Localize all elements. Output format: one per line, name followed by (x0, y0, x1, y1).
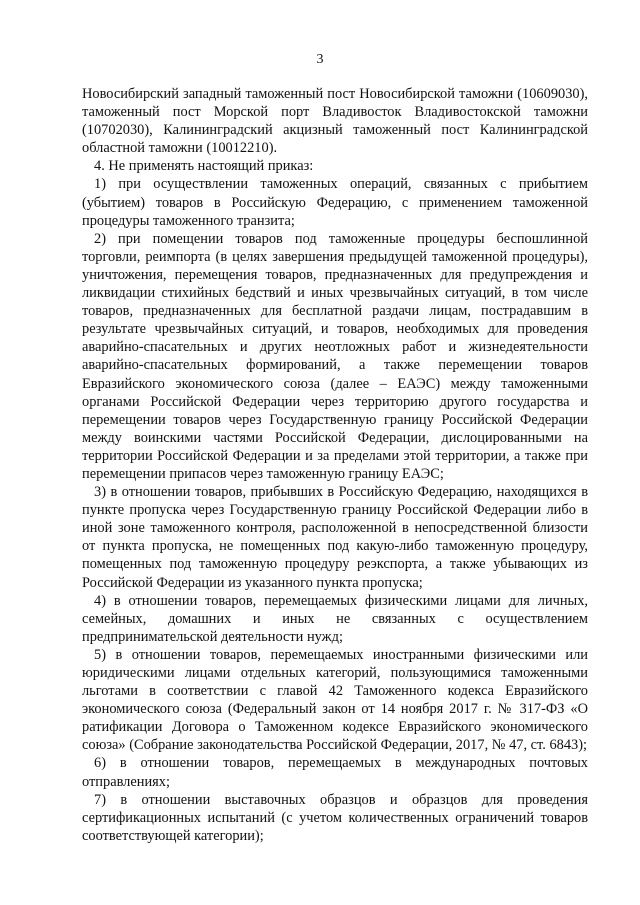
paragraph-item-4: 4. Не применять настоящий приказ: (94, 158, 314, 175)
document-body (82, 85, 588, 845)
paragraph-subitem-7: 7) в отношении выставочных образцов и образцов для проведения сертификационных испытаний (с учетом количественных ограничений товаров соответствующей категории); (82, 791, 588, 844)
page-number: 3 (316, 52, 324, 67)
paragraph-subitem-5: 5) в отношении товаров, перемещаемых иностранными физическими или юридическими лицами отдельных категорий, пользующимися таможенными льготами в соответствии с главой 42 Таможенного кодекса Евразийского экономического союза (Федеральный закон от 14 ноября 2017 г. № 317-ФЗ «О ратификации Договора о Таможенном кодексе Евразийского экономического союза» (Собрание законодательства Российской Федерации, 2017, № 47, ст. 6843); (82, 646, 588, 754)
paragraph-subitem-6: 6) в отношении товаров, перемещаемых в международных почтовых отправлениях; (82, 755, 588, 790)
paragraph-subitem-1: 1) при осуществлении таможенных операций, связанных с прибытием (убытием) товаров в Российскую Федерацию, с применением таможенной процедуры таможенного транзита; (82, 176, 588, 229)
paragraph-subitem-3: 3) в отношении товаров, прибывших в Российскую Федерацию, находящихся в пункте пропуска через Государственную границу Российской Федерации либо в иной зоне таможенного контроля, расположенной в непосредственной близости от пункта пропуска, не помещенных под какую-либо таможенную процедуру, помещенных под таможенную процедуру реэкспорта, а также убывающих из Российской Федерации из указанного пункта пропуска; (82, 484, 588, 591)
paragraph-subitem-4: 4) в отношении товаров, перемещаемых физическими лицами для личных, семейных, домашних и иных не связанных с осуществлением предпринимательской деятельности нужд; (82, 592, 588, 645)
paragraph-customs-posts: Новосибирский западный таможенный пост Новосибирской таможни (10609030), таможенный пост Морской порт Владивосток Владивостокской таможни (10702030), Калининградский акцизный таможенный пост Калининградской областной таможни (10012210). (82, 86, 588, 157)
paragraph-subitem-2: 2) при помещении товаров под таможенные процедуры беспошлинной торговли, реимпорта (в целях завершения предыдущей таможенной процедуры), уничтожения, перемещения товаров, предназначенных для предупреждения и ликвидации стихийных бедствий и иных чрезвычайных ситуаций, в том числе товаров, предназначенных для бесплатной раздачи лицам, пострадавшим в результате чрезвычайных ситуаций, и товаров, необходимых для проведения аварийно-спасательных и других неотложных работ и жизнедеятельности аварийно-спасательных формирований, а также перемещении товаров Евразийского экономического союза (далее – ЕАЭС) между таможенными органами Российской Федерации через территорию другого государства и перемещении товаров через Государственную границу Российской Федерации между воинскими частями Российской Федерации, дислоцированными на территории Российской Федерации и за пределами этой территории, а также при перемещении припасов через таможенную границу ЕАЭС; (82, 230, 588, 482)
